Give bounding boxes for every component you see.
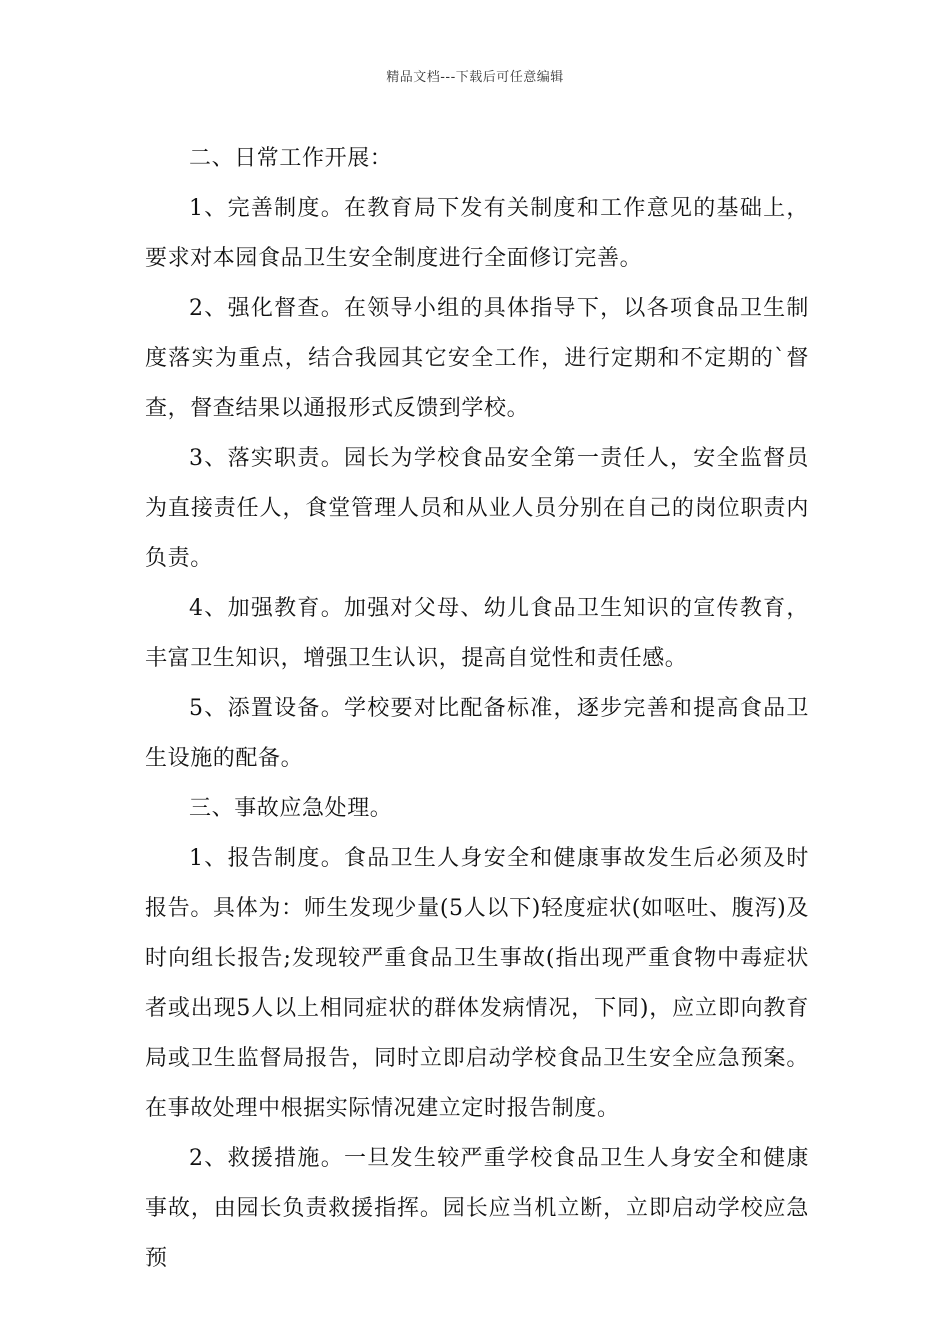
section-heading-emergency: 三、事故应急处理。 <box>189 796 393 821</box>
paragraph-add-equipment: 5、添置设备。学校要对比配备标准，逐步完善和提高食品卫生设施的配备。 <box>145 696 809 771</box>
document-body <box>145 134 809 1284</box>
paragraph-rescue-measures: 2、救援措施。一旦发生较严重学校食品卫生人身安全和健康事故，由园长负责救援指挥。园长应当机立断，立即启动学校应急预 <box>145 1146 809 1271</box>
paragraph-strengthen-supervision: 2、强化督查。在领导小组的具体指导下，以各项食品卫生制度落实为重点，结合我园其它安全工作，进行定期和不定期的`督查，督查结果以通报形式反馈到学校。 <box>145 296 809 421</box>
paragraph-implement-duties: 3、落实职责。园长为学校食品安全第一责任人，安全监督员为直接责任人，食堂管理人员和从业人员分别在自己的岗位职责内负责。 <box>145 446 809 571</box>
paragraph-reporting-system: 1、报告制度。食品卫生人身安全和健康事故发生后必须及时报告。具体为：师生发现少量(5人以下)轻度症状(如呕吐、腹泻)及时向组长报告;发现较严重食品卫生事故(指出现严重食物中毒症状者或出现5人以上相同症状的群体发病情况，下同)，应立即向教育局或卫生监督局报告，同时立即启动学校食品卫生安全应急预案。在事故处理中根据实际情况建立定时报告制度。 <box>145 846 809 1121</box>
section-heading-daily-work: 二、日常工作开展： <box>189 146 393 171</box>
page-header: 精品文档---下载后可任意编辑 <box>386 70 564 85</box>
paragraph-improve-system: 1、完善制度。在教育局下发有关制度和工作意见的基础上，要求对本园食品卫生安全制度进行全面修订完善。 <box>145 196 809 271</box>
paragraph-strengthen-education: 4、加强教育。加强对父母、幼儿食品卫生知识的宣传教育，丰富卫生知识，增强卫生认识，提高自觉性和责任感。 <box>145 596 809 671</box>
